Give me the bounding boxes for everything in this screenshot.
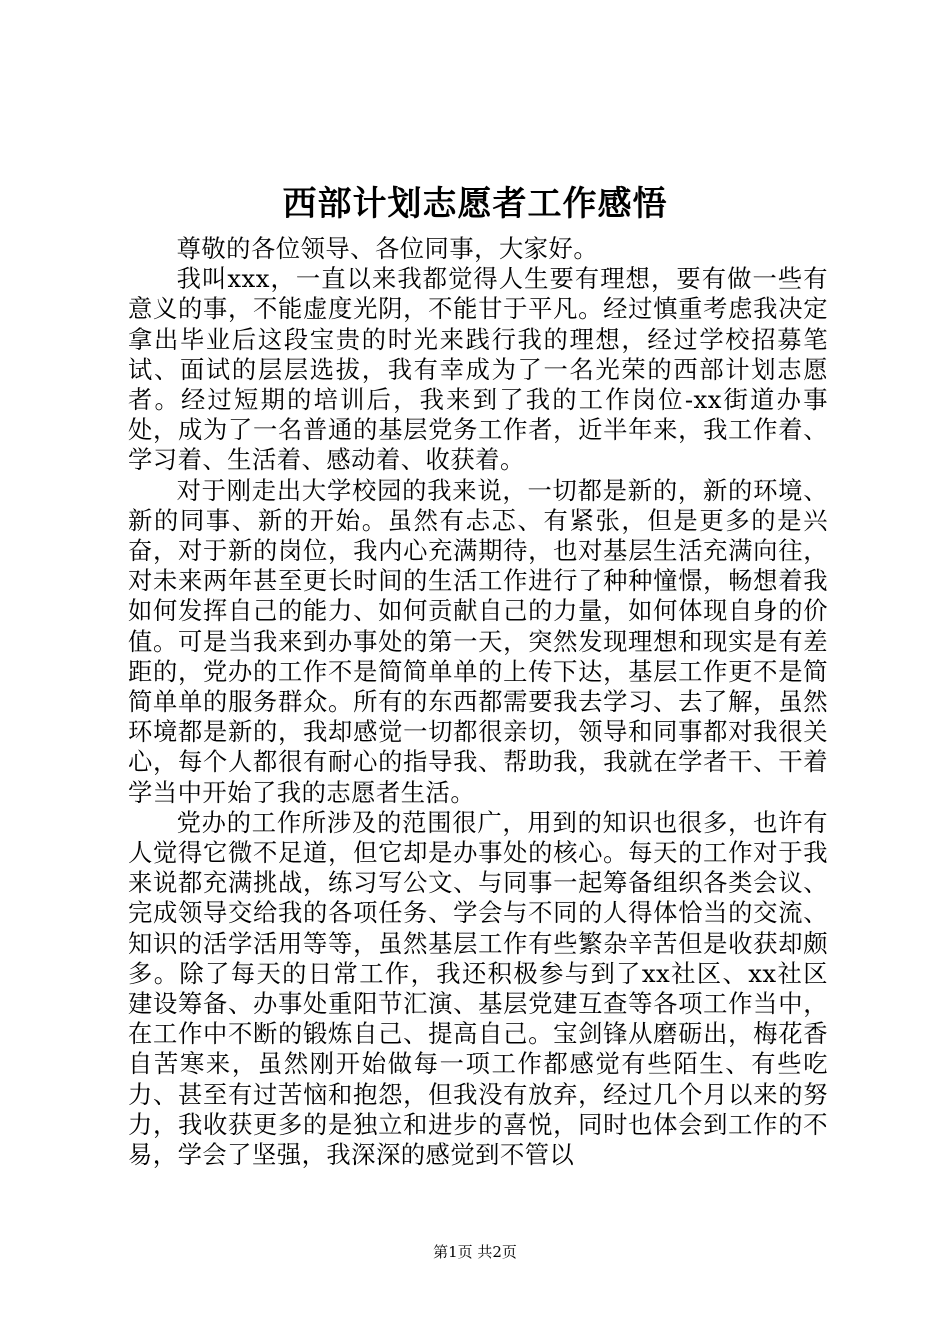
page-number-footer: 第1页 共2页: [433, 1243, 517, 1261]
document-title: 西部计划志愿者工作感悟: [282, 184, 668, 224]
paragraph-introduction: 我叫xxx，一直以来我都觉得人生要有理想，要有做一些有意义的事，不能虚度光阴，不能甘于平凡。经过慎重考虑我决定拿出毕业后这段宝贵的时光来践行我的理想，经过学校招募笔试、面试的层层选拔，我有幸成为了一名光荣的西部计划志愿者。经过短期的培训后，我来到了我的工作岗位-xx街道办事处，成为了一名普通的基层党务工作者，近半年来，我工作着、学习着、生活着、感动着、收获着。: [128, 264, 828, 475]
paragraph-greeting: 尊敬的各位领导、各位同事，大家好。: [176, 234, 599, 263]
document-body: [128, 234, 828, 1170]
paragraph-party-office-work: 党办的工作所涉及的范围很广，用到的知识也很多，也许有人觉得它微不足道，但它却是办事处的核心。每天的工作对于我来说都充满挑战，练习写公文、与同事一起筹备组织各类会议、完成领导交给我的各项任务、学会与不同的人得体恰当的交流、知识的活学活用等等，虽然基层工作有些繁杂辛苦但是收获却颇多。除了每天的日常工作，我还积极参与到了xx社区、xx社区建设筹备、办事处重阳节汇演、基层党建互查等各项工作当中，在工作中不断的锻炼自己、提高自己。宝剑锋从磨砺出，梅花香自苦寒来，虽然刚开始做每一项工作都感觉有些陌生、有些吃力、甚至有过苦恼和抱怨，但我没有放弃，经过几个月以来的努力，我收获更多的是独立和进步的喜悦，同时也体会到工作的不易，学会了坚强，我深深的感觉到不管以: [128, 807, 828, 1170]
paragraph-new-beginning: 对于刚走出大学校园的我来说，一切都是新的，新的环境、新的同事、新的开始。虽然有忐忑、有紧张，但是更多的是兴奋，对于新的岗位，我内心充满期待，也对基层生活充满向往，对未来两年甚至更长时间的生活工作进行了种种憧憬，畅想着我如何发挥自己的能力、如何贡献自己的力量，如何体现自身的价值。可是当我来到办事处的第一天，突然发现理想和现实是有差距的，党办的工作不是简简单单的上传下达，基层工作更不是简简单单的服务群众。所有的东西都需要我去学习、去了解，虽然环境都是新的，我却感觉一切都很亲切，领导和同事都对我很关心，每个人都很有耐心的指导我、帮助我，我就在学者干、干着学当中开始了我的志愿者生活。: [128, 475, 828, 807]
